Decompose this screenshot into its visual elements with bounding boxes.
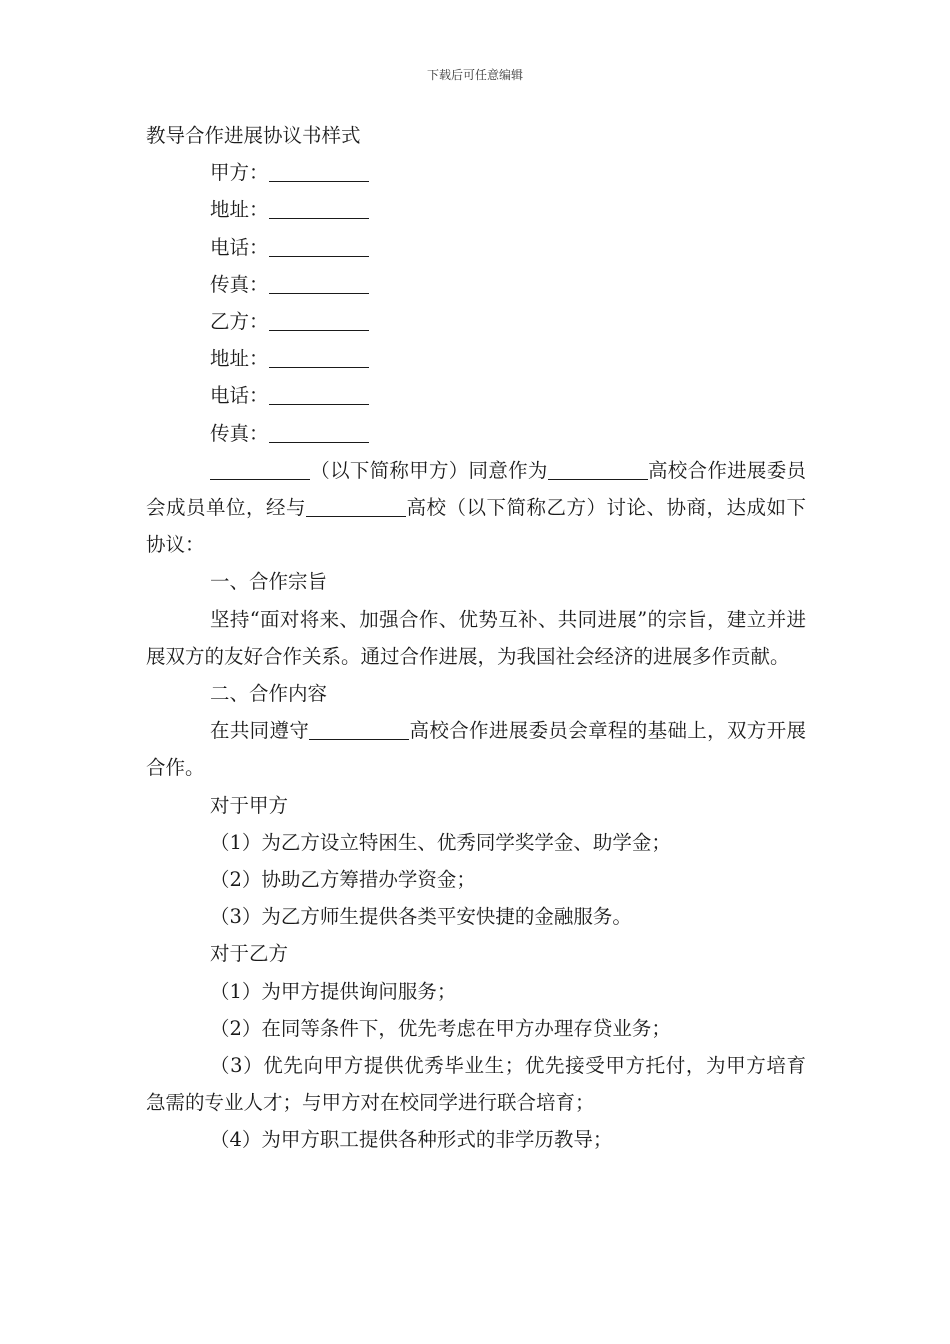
- intro-paragraph: [146, 452, 806, 564]
- party-a-fax-blank[interactable]: [269, 273, 369, 294]
- party-a-name-row: [146, 154, 806, 191]
- party-a-address-blank[interactable]: [269, 199, 369, 220]
- party-a-phone-row: [146, 229, 806, 266]
- list-item: （1）为乙方设立特困生、优秀同学奖学金、助学金；: [210, 830, 671, 854]
- intro-university-blank[interactable]: [306, 497, 406, 518]
- party-a-address-label: 地址：: [210, 198, 269, 222]
- section-2-heading: 二、合作内容: [210, 682, 328, 706]
- party-b-phone-label: 电话：: [210, 384, 269, 408]
- party-a-phone-blank[interactable]: [269, 236, 369, 257]
- party-a-duties-heading: 对于甲方: [210, 793, 289, 817]
- page-header: 下载后可任意编辑: [426, 68, 523, 82]
- party-b-name-blank[interactable]: [269, 311, 369, 332]
- party-a-fax-row: [146, 266, 806, 303]
- list-item: （3）优先向甲方提供优秀毕业生；优先接受甲方托付，为甲方培育急需的专业人才；与甲方对在校同学进行联合培育；: [146, 1054, 806, 1115]
- party-b-fax-label: 传真：: [210, 421, 269, 445]
- list-item: （1）为甲方提供询问服务；: [210, 979, 457, 1003]
- document-body: [146, 117, 806, 1159]
- intro-party-a-blank[interactable]: [210, 459, 310, 480]
- intro-text-3: 高校（以下简称乙方）讨论、协商，达成如下协议：: [146, 496, 806, 557]
- party-b-fax-row: [146, 415, 806, 452]
- intro-committee-blank[interactable]: [548, 459, 648, 480]
- intro-text-1: （以下简称甲方）同意作为: [310, 458, 548, 482]
- party-b-phone-blank[interactable]: [269, 385, 369, 406]
- list-item: （2）在同等条件下，优先考虑在甲方办理存贷业务；: [210, 1016, 671, 1040]
- party-b-phone-row: [146, 377, 806, 414]
- party-b-fax-blank[interactable]: [269, 422, 369, 443]
- party-a-name-label: 甲方：: [210, 161, 269, 185]
- party-b-address-row: [146, 340, 806, 377]
- section-2-text-1: 在共同遵守: [210, 719, 310, 743]
- party-a-phone-label: 电话：: [210, 235, 269, 259]
- section-1-heading: 一、合作宗旨: [210, 570, 328, 594]
- list-item: （2）协助乙方筹措办学资金；: [210, 868, 476, 892]
- party-b-address-blank[interactable]: [269, 348, 369, 369]
- party-a-name-blank[interactable]: [269, 162, 369, 183]
- party-a-fax-label: 传真：: [210, 272, 269, 296]
- party-b-address-label: 地址：: [210, 347, 269, 371]
- section-2-text-2: 高校合作进展委员会章程的基础上，双方开展合作。: [146, 719, 806, 780]
- list-item: （4）为甲方职工提供各种形式的非学历教导；: [210, 1128, 613, 1152]
- section-2-committee-blank[interactable]: [309, 720, 409, 741]
- party-a-address-row: [146, 191, 806, 228]
- party-b-duties-heading: 对于乙方: [210, 942, 289, 966]
- document-title: 教导合作进展协议书样式: [146, 124, 361, 147]
- party-b-name-row: [146, 303, 806, 340]
- party-b-name-label: 乙方：: [210, 310, 269, 334]
- list-item: （3）为乙方师生提供各类平安快捷的金融服务。: [210, 905, 632, 929]
- section-1-body: 坚持“面对将来、加强合作、优势互补、共同进展”的宗旨，建立并进展双方的友好合作关系。通过合作进展，为我国社会经济的进展多作贡献。: [146, 607, 806, 668]
- section-2-body: [146, 712, 806, 786]
- intro-text-2: 高校合作进展委员会成员单位，经与: [146, 458, 806, 520]
